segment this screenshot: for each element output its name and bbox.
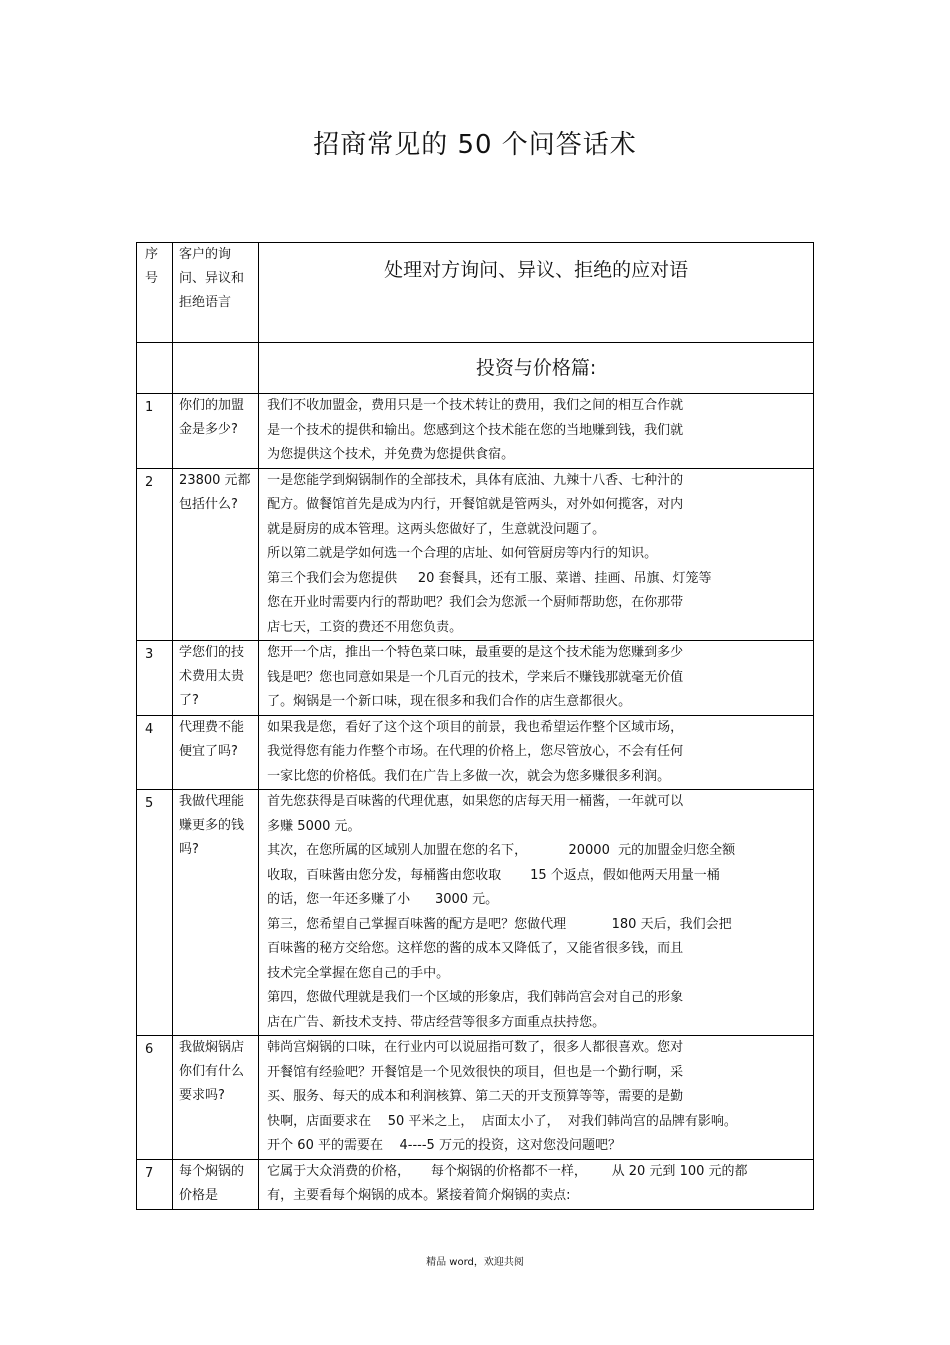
answer-line: 韩尚宫焖锅的口味，在行业内可以说屈指可数了，很多人都很喜欢。您对 <box>267 1040 684 1055</box>
section-title: 投资与价格篇: <box>259 343 814 394</box>
answer-line: 就是厨房的成本管理。这两头您做好了，生意就没问题了。 <box>267 521 606 537</box>
answer-line: 为您提供这个技术，并免费为您提供食宿。 <box>267 447 515 462</box>
customer-question: 每个焖锅的价格是 <box>173 1159 259 1209</box>
answer-line: 我觉得您有能力作整个市场。在代理的价格上，您尽管放心，不会有任何 <box>267 744 684 759</box>
answer-line: 如果我是您，看好了这个这个项目的前景，我也希望运作整个区域市场， <box>267 719 684 735</box>
header-answer: 处理对方询问、异议、拒绝的应对语 <box>259 243 814 343</box>
answer-line: 有，主要看每个焖锅的成本。紧接着简介焖锅的卖点: <box>267 1188 571 1203</box>
answer-line: 您在开业时需要内行的帮助吧？我们会为您派一个厨师帮助您，在你那带 <box>267 595 684 610</box>
answer-cell <box>259 641 814 716</box>
answer-line: 一家比您的价格低。我们在广告上多做一次，就会为您多赚很多利润。 <box>267 768 671 784</box>
answer-line: 您开一个店，推出一个特色菜口味，最重要的是这个技术能为您赚到多少 <box>267 645 684 660</box>
answer-line: 配方。做餐馆首先是成为内行，开餐馆就是管两头，对外如何揽客，对内 <box>267 497 684 512</box>
row-number: 7 <box>137 1159 173 1209</box>
answer-line: 所以第二就是学如何选一个合理的店址、如何管厨房等内行的知识。 <box>267 546 658 561</box>
answer-line: 钱是吧？您也同意如果是一个几百元的技术，学来后不赚钱那就毫无价值 <box>267 669 684 685</box>
answer-line: 它属于大众消费的价格， 每个焖锅的价格都不一样， 从 20 元到 100 元的都 <box>267 1163 748 1179</box>
answer-line: 店在广告、新技术支持、带店经营等很多方面重点扶持您。 <box>267 1014 606 1030</box>
answer-cell <box>259 468 814 641</box>
answer-line: 技术完全掌握在您自己的手中。 <box>267 965 450 981</box>
answer-line: 快啊，店面要求在 50 平米之上， 店面太小了， 对我们韩尚宫的品牌有影响。 <box>267 1113 737 1129</box>
customer-question: 我做焖锅店你们有什么要求吗? <box>173 1036 259 1160</box>
row-number: 4 <box>137 715 173 790</box>
customer-question: 你们的加盟金是多少? <box>173 394 259 469</box>
header-number: 序号 <box>137 243 173 343</box>
row-number: 5 <box>137 790 173 1036</box>
row-number: 2 <box>137 468 173 641</box>
answer-line: 买、服务、每天的成本和利润核算、第二天的开支预算等等，需要的是勤 <box>267 1089 684 1104</box>
row-number: 6 <box>137 1036 173 1160</box>
customer-question: 我做代理能赚更多的钱吗? <box>173 790 259 1036</box>
page-footer: 精品 word，欢迎共阅 <box>426 1257 524 1268</box>
table-row <box>137 715 814 790</box>
qa-table <box>136 242 814 1210</box>
document-title: 招商常见的 50 个问答话术 <box>313 130 637 160</box>
answer-line: 开个 60 平的需要在 4----5 万元的投资，这对您没问题吧？ <box>267 1138 621 1153</box>
answer-cell <box>259 1159 814 1209</box>
answer-line: 一是您能学到焖锅制作的全部技术，具体有底油、九辣十八香、七种汁的 <box>267 472 684 488</box>
section-empty-cell <box>173 343 259 394</box>
customer-question: 23800 元都包括什么? <box>173 468 259 641</box>
answer-line: 我们不收加盟金，费用只是一个技术转让的费用，我们之间的相互合作就 <box>267 398 684 413</box>
header-question: 客户的询问、异议和拒绝语言 <box>173 243 259 343</box>
answer-line: 第四，您做代理就是我们一个区域的形象店，我们韩尚宫会对自己的形象 <box>267 990 684 1005</box>
answer-cell <box>259 790 814 1036</box>
section-empty-cell <box>137 343 173 394</box>
answer-line: 其次，在您所属的区域别人加盟在您的名下， 20000 元的加盟金归您全额 <box>267 843 736 858</box>
answer-line: 的话，您一年还多赚了小 3000 元。 <box>267 892 499 907</box>
answer-line: 了。焖锅是一个新口味，现在很多和我们合作的店生意都很火。 <box>267 694 632 709</box>
answer-cell <box>259 1036 814 1160</box>
answer-line: 首先您获得是百味酱的代理优惠，如果您的店每天用一桶酱，一年就可以 <box>267 794 684 809</box>
customer-question: 学您们的技术费用太贵了? <box>173 641 259 716</box>
answer-cell <box>259 394 814 469</box>
answer-line: 第三，您希望自己掌握百味酱的配方是吧？您做代理 180 天后，我们会把 <box>267 916 732 932</box>
table-row <box>137 394 814 469</box>
table-header-row <box>137 243 814 343</box>
answer-line: 收取，百味酱由您分发，每桶酱由您收取 15 个返点，假如他两天用量一桶 <box>267 867 720 883</box>
answer-line: 第三个我们会为您提供 20 套餐具，还有工服、菜谱、挂画、吊旗、灯笼等 <box>267 570 712 586</box>
table-row <box>137 1159 814 1209</box>
answer-line: 多赚 5000 元。 <box>267 818 361 834</box>
answer-line: 店七天，工资的费还不用您负责。 <box>267 619 463 635</box>
table-row <box>137 1036 814 1160</box>
table-row <box>137 790 814 1036</box>
table-row <box>137 468 814 641</box>
row-number: 3 <box>137 641 173 716</box>
table-row <box>137 641 814 716</box>
answer-cell <box>259 715 814 790</box>
customer-question: 代理费不能便宜了吗? <box>173 715 259 790</box>
answer-line: 是一个技术的提供和输出。您感到这个技术能在您的当地赚到钱，我们就 <box>267 422 684 438</box>
answer-line: 开餐馆有经验吧？开餐馆是一个见效很快的项目，但也是一个勤行啊，采 <box>267 1064 684 1080</box>
row-number: 1 <box>137 394 173 469</box>
answer-line: 百味酱的秘方交给您。这样您的酱的成本又降低了，又能省很多钱，而且 <box>267 941 684 956</box>
section-row <box>137 343 814 394</box>
